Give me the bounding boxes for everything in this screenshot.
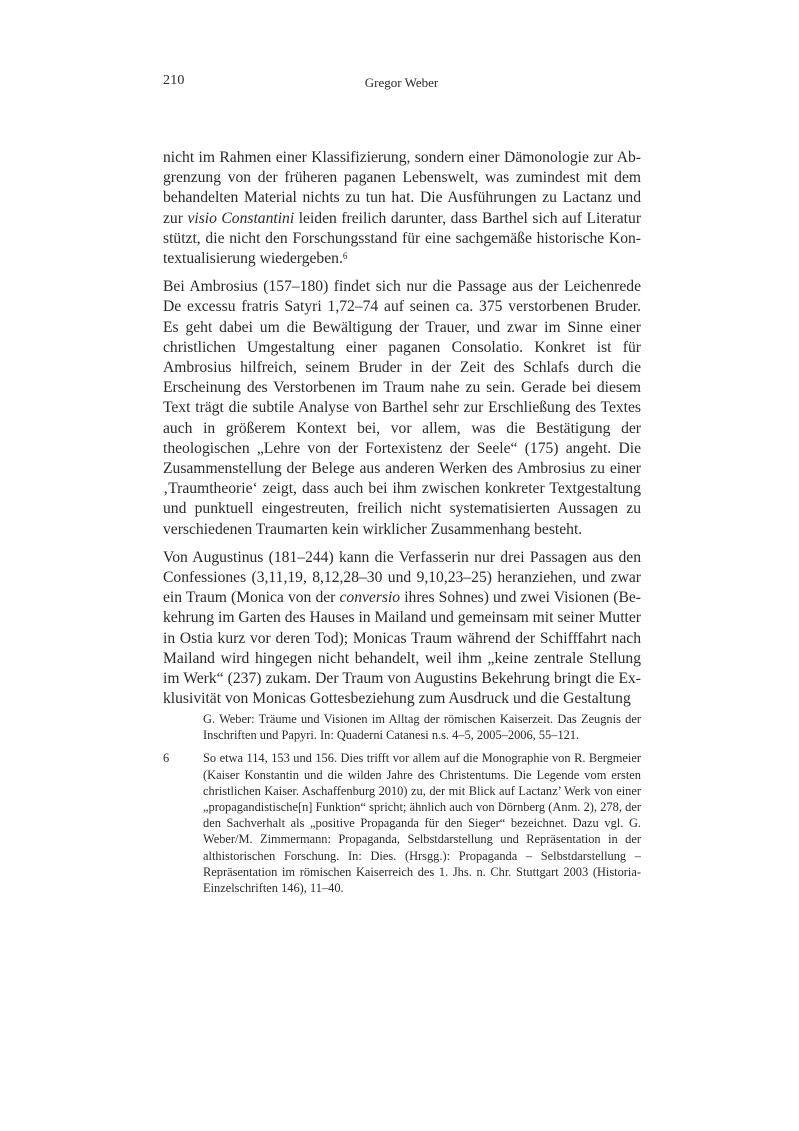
paragraph-3-text-a: Von Augustinus (181–244) kann die Verfasserin nur drei Passagen aus den Confessiones (3,11,19, 8,12,28–30 und 9,10,23–25) heranziehen, und zwar ein Traum (Monica von der (163, 548, 641, 607)
paragraph-1-text-b: leiden freilich darunter, dass Barthel sich auf Literatur stützt, die nicht den Forschungsstand für eine sachgemäße historische Kontextualisierung wiedergeben. (163, 209, 642, 268)
footnote-continued (163, 711, 641, 743)
paragraph-3-text-b: ihres Sohnes) und zwei Visionen (Bekehrung im Garten des Hauses in Mailand und gemeinsam mit seiner Mutter in Ostia kurz vor deren Tod); Monicas Traum während der Schifffahrt nach Mailand wird hingegen nicht behandelt, weil ihm „keine zentrale Stellung im Werk“ (237) zukam. Der Traum von Augustins Bekehrung bringt die Exklusivität von Monicas Gottesbeziehung zum Ausdruck und die Gestaltung (163, 589, 641, 708)
paragraph-2: Bei Ambrosius (157–180) findet sich nur die Passage aus der Leichenrede De excessu fratris Satyri 1,72–74 auf seinen ca. 375 verstorbenen Bruder. Es geht dabei um die Bewältigung der Trauer, und zwar im Sinne einer christlichen Umgestaltung einer paganen Consolatio. Konkret ist für Ambrosius hilfreich, seinem Bruder in der Zeit des Schlafs durch die Erscheinung des Verstorbenen im Traum nahe zu sein. Gerade bei diesem Text trägt die subtile Analyse von Barthel sehr zur Erschließung des Textes auch in größerem Kontext bei, vor allem, was die Bestätigung der theologischen „Lehre von der Fortexistenz der Seele“ (175) angeht. Die Zusammenstellung der Belege aus anderen Werken des Ambrosius zu einer ‚Traumtheorie‘ zeigt, dass auch bei ihm zwischen konkreter Textgestaltung und punktuell eingestreuten, freilich nicht systematisierten Aussagen zu verschiedenen Traumarten kein wirklicher Zusammenhang besteht. (163, 278, 641, 538)
italic-term: visio Constantini (187, 209, 295, 227)
running-head-author: Gregor Weber (364, 75, 439, 90)
footnote-reference[interactable]: 6 (342, 251, 348, 262)
footnote-text: G. Weber: Träume und Visionen im Alltag der römischen Kaiserzeit. Das Zeugnis der Inschriften und Papyri. In: Quaderni Catanesi n.s. 4–5, 2005–2006, 55–121. (203, 712, 641, 743)
footnote-text: So etwa 114, 153 und 156. Dies trifft vor allem auf die Monographie von R. Bergmeier (Kaiser Konstantin und die wilden Jahre des Christentums. Die Legende vom ersten christlichen Kaiser. Aschaffenburg 2010) zu, der mit Blick auf Lactanz’ Werk von einer „propagandistische[n] Funktion“ spricht; ähnlich auch von Dörnberg (Anm. 2), 278, der den Sachverhalt als „positive Propaganda für den Sieger“ bezeichnet. Dazu vgl. G. Weber/M. Zimmermann: Propaganda, Selbstdarstellung und Repräsentation in der althistorischen Forschung. In: Dies. (Hrsgg.): Propaganda – Selbstdarstellung – Repräsentation im römischen Kaiserreich des 1. Jhs. n. Chr. Stuttgart 2003 (Historia-Einzelschriften 146), 11–40. (203, 751, 641, 896)
page-number: 210 (163, 73, 185, 88)
footnote-number (163, 711, 203, 743)
paragraph-1-text-a: nicht im Rahmen einer Klassifizierung, sondern einer Dämonologie zur Abgrenzung von der früheren paganen Lebenswelt, was zumindest mit dem behandelten Material nichts zu tun hat. Die Ausführungen zu Lactanz und zur (163, 149, 641, 227)
footnote-6 (163, 750, 641, 896)
footnote-number: 6 (163, 751, 170, 766)
footnotes (163, 711, 641, 903)
main-text (163, 148, 641, 717)
paragraph-1 (163, 148, 641, 269)
paragraph-3 (163, 548, 641, 710)
italic-term: conversio (339, 589, 401, 607)
